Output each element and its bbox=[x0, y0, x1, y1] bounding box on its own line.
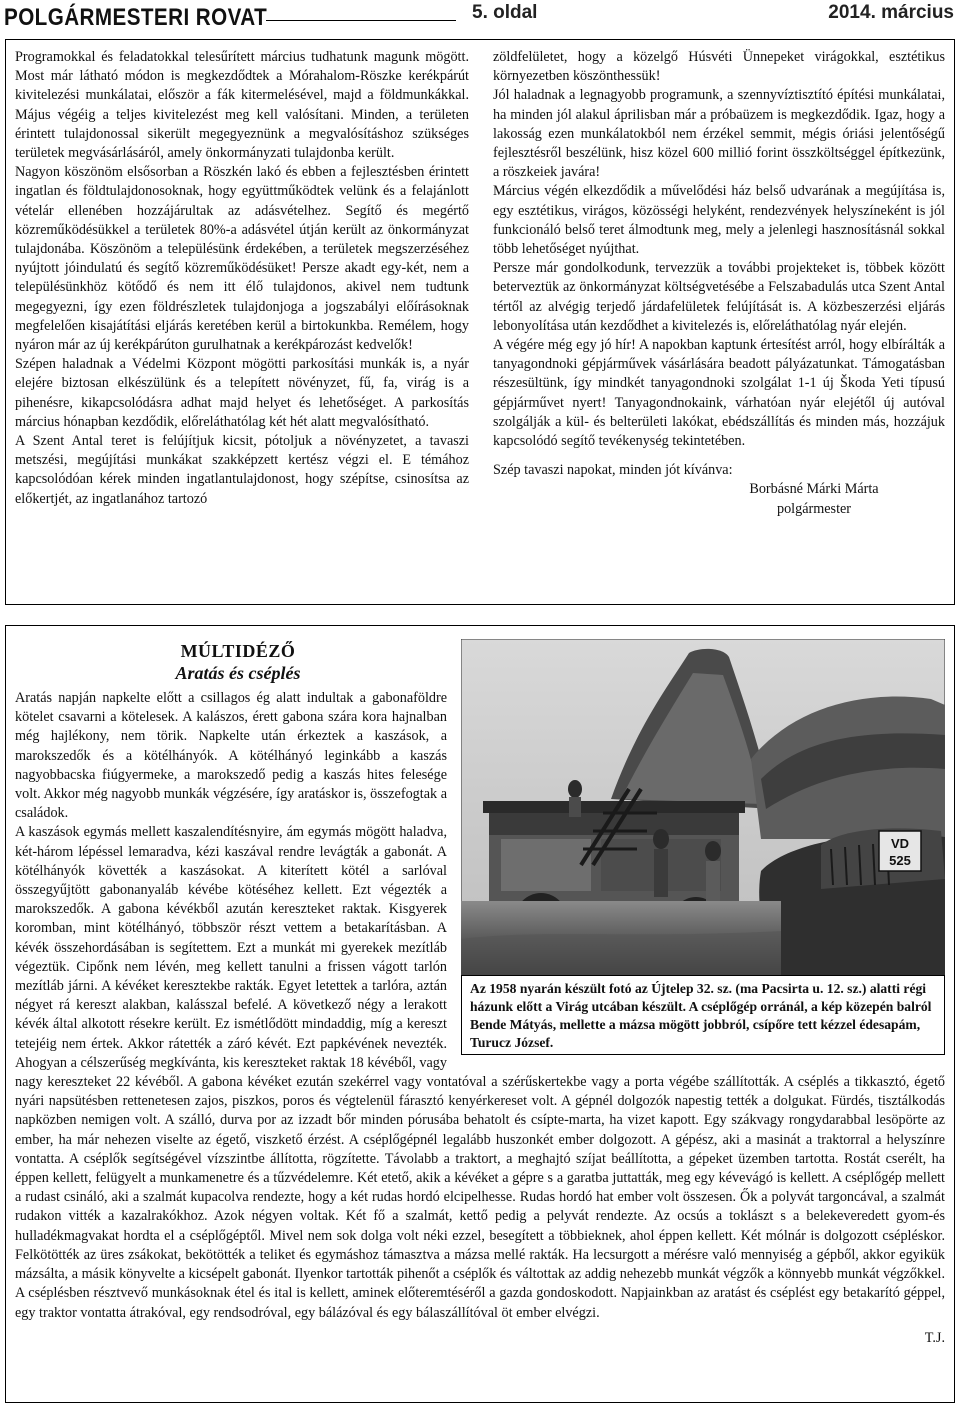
paragraph: Persze már gondolkodunk, tervezzük a további projekteket is, többek között beterveztük az önkormányzat költségvetésébe a Felszabadulás utca Szent Antal tértől az alvégig terjedő járdafelületek felújítását is. A közbeszerzési eljárás lebonyolítása után kezdődhet a kivitelezés is, előreláthatólag nyár elején. bbox=[493, 260, 945, 334]
signature-block bbox=[493, 461, 945, 519]
left-text-column bbox=[15, 48, 469, 509]
signature-role: polgármester bbox=[776, 500, 852, 517]
column-brand: POLGÁRMESTERI ROVAT bbox=[4, 4, 268, 31]
paragraph: Március végén elkezdődik a művelődési ház belső udvarának a megújítása is, egy esztétikus, virágos, közösségi helyként, rendezvények helyszíneként is jól funkcionáló belső teret álmodtunk meg, mely a jelenlegi hasznosításnál sokkal több lehetőséget nyújthat. bbox=[493, 183, 945, 258]
mayor-column-box bbox=[5, 39, 955, 605]
paragraph: Programokkal és feladatokkal telesűrített március tudhatunk magunk mögött. Most már látható módon is megkezdődtek a Mórahalom-Röszke kerékpárút kivitelezési munkálatai, először a fák kitermelésével, majd a földmunkákkal. Május végéig a teljes kivitelezést meg kell valósítani. Minden, a területen érintett tulajdonossal sikerült megegyeznünk a megvalósításhoz szükséges területek megvásárlásáról, amely önkormányzati tulajdonba került. bbox=[15, 49, 469, 162]
paragraph: A végére még egy jó hír! A napokban kaptunk értesítést arról, hogy elbírálták a tanyagondnoki gépjárművek vásárlására beadott pályázatunkat. Támogatásban részesültünk, így mindkét tanyagondnoki szolgálat 1-1 új Škoda Yeti típusú gépjárművet nyert! Tanyagondnokaink, várhatóan nyár elejétől új autóval szolgálják a kül- és belterületi lakókat, ebédszállítás és minden más, hozzájuk kapcsolódó segítő tevékenység tekintetében. bbox=[493, 337, 945, 450]
plate-line-1: VD bbox=[890, 836, 910, 851]
paragraph: A kaszások egymás mellett kaszalendítésnyire, ám egymás mögött haladva, két-három lépéssel lemaradva, kézi kaszával rendre levágták a gabonát. A kötélhányók követték a kaszásokat. A kiterített kötél a sarlóval összegyűjtött gabonanyaláb kévébe kötéséhez kellett. Ezt végezték a marokszedők. A gabona kévékből azután kereszteket raktak. Kisgyerek koromban, mint kötélhányó, többször részt vettem a betakarításban. A kévék összehordásában is segítettem. Ezt a munkát mi gyerekek mezítláb végeztük. Cipőnk nem lévén, meg kellett tanulni a frissen vágott tarlón mezítláb járni. A kévéket keresztekbe rakták. Egyet letettek a tarlóra, aztán négyet rá kereszt alakban, kalásszal befelé. A következő négy a lerakott kévék által alkotott résekre került. Ez ismétlődött mindaddig, míg a kereszt tetejéig nem értek. Akkor rátették a záró kévét. Ezt papkévének nevezték. Ahogyan a célszerűség megkívánta, kis kereszteket raktak 18 kévéből, vagy nagy kereszteket 22 kévéből. A gabona kévéket ezután szekérrel vagy vontatóval a szérűskertekbe vagy a porta végébe szállították. A cséplés a tikkasztó, égető nyári napsütésben rettenetesen zajos, piszkos, poros és végtelenül fárasztó kenyérkereset volt. A gépnél dolgozók napestig tették a dolgukat. Fürdés, tisztálkodás napközben nemigen volt. A szálló, durva por az izzadt bőr minden pórusába behatolt és csípte-marta, ha vizet kapott. Egy szákvagy rongydarabbal lesöpörte az ember, ha már nehezen viselte az égető, viszkető érzést. A cséplőgépnél legalább huszonkét ember dolgozott. A gépész, aki a masinát a traktorral a helyszínre vontatta. A cséplők segítségével vízszintbe állította, rögzítette. Távolabb a traktort, a meghajtó szíjat beállította, a gépeket üzemben tartotta. Rostát cserélt, ha éppen kellett, felügyelt a munkamenetre és a tűzvédelemre. Két etető, akik a kévéket a gépre s a garatba juttatták, meg egy kévevágó is kellett. A cséplőgép mellett a rudast csináló, aki a szalmát kupacolva rendezte, hogy a két rudas hordó elcipelhesse. Rudas hordó hat ember volt összesen. Ők a polyvát targoncával, a szalmát rudakon vitték a kazalrakókhoz. Azok négyen voltak. Két fő a szalmát, kettő pedig a pelyvát rendezte. Az ocsús a toklászt s a belekeveredett gyom-és hulladékmagvakat hordta el a cséplőgéptől. Mivel nem sok dolga volt néki ezzel, besegített a többieknek, ahol éppen kellett. Két mólnár is dolgozott csépléskor. Felkötötték az üres zsákokat, bekötötték a teliket és egymáshoz támasztva a mázsa mellé rakták. Ha lecsurgott a mérésre való mennyiség a gépből, akkor egyikük mázsálta, a másik könyvelte a kicsépelt gabonát. Ilyenkor tartották pihenőt a cséplők és váltottak az addig nehezebb munkát végzők a könnyebb munkát végzőkkel. A cséplésben résztvevő munkásoknak étel és ital is kellett, aminek előteremtéséről a gazda gondoskodott. Napjainkban az aratást és cséplést egy betakarító géppel, egy traktor vontatta átrakóval, egy rendsodróval, egy bálázóval és egy bálaszállítóval öt ember elvégzi. bbox=[15, 824, 945, 1321]
photo-block bbox=[461, 639, 945, 1058]
paragraph: zöldfelületet, hogy a közelgő Húsvéti Ünnepeket virágokkal, esztétikus környezetben köszönthessük! bbox=[493, 49, 945, 85]
signature-name: Borbásné Márki Márta bbox=[749, 481, 879, 498]
paragraph: A Szent Antal teret is felújítjuk kicsit, pótoljuk a növényzetet, a tavaszi metszési, megújítási munkákat szakképzett kertész végzi el. E témához kapcsolódóan kérek minden ingatlantulajdonost, hogy szépítse, csinosítsa az előkertjét, az ingatlanához tartozó bbox=[15, 433, 469, 507]
issue-date: 2014. március bbox=[828, 2, 954, 23]
article-title-block bbox=[15, 640, 461, 684]
multidezo-box bbox=[5, 625, 955, 1403]
paragraph: Aratás napján napkelte előtt a csillagos ég alatt indultak a gabonaföldre kötelet csavarni a kötelesek. A kalászos, érett gabona szára kora hajnalban még hajlékony, nem törik. Napkelte után érkeztek a kaszások, a marokszedők és a kötélhányók. A kötélhányó leginkább a kaszás nagyobbacska fiúgyermeke, a marokszedő pedig a kaszás hites felesége volt. Akkor még nagyobb munkák végzésére, így aratáskor is, összefogtak a családok. bbox=[15, 690, 447, 822]
signature-greeting: Szép tavaszi napokat, minden jót kívánva: bbox=[493, 462, 733, 479]
right-text-column bbox=[493, 48, 945, 519]
paragraph: Szépen haladnak a Védelmi Központ mögötti parkosítási munkák is, a nyár elejére biztosan elkészülünk és a telepített növényzet, fű, fa, virág is a pihenésre, kikapcsolódásra adhat majd helyet és lehetőséget. A parkosítás március hónapban kezdődik, előreláthatólag két hét alatt megvalósítható. bbox=[15, 356, 469, 430]
author-initials: T.J. bbox=[924, 1329, 945, 1346]
article-body bbox=[15, 689, 945, 1348]
page-header bbox=[4, 0, 956, 36]
historic-threshing-photo bbox=[461, 639, 945, 975]
page-number: 5. oldal bbox=[472, 2, 538, 23]
photo-caption: Az 1958 nyarán készült fotó az Újtelep 32. sz. (ma Pacsirta u. 12. sz.) alatti régi házunk előtt a Virág utcában készült. A cséplőgép orránál, a kép közepén balról Bende Mátyás, mellette a mázsa mögött jobbról, csípőre tett kézzel édesapám, Turucz József. bbox=[461, 975, 945, 1055]
article-title: MÚLTIDÉZŐ bbox=[180, 641, 296, 661]
paragraph: Nagyon köszönöm elsősorban a Röszkén lakó és ebben a fejlesztésben érintett ingatlan és földtulajdonosoknak, hogy együttműködtek velünk és a felajánlott vételár ellenében hozzájárultak az adásvételhez. Segítő és megértő közreműködésükkel a területek 80%-a adásvétel útján került az önkormányzat tulajdonába. Köszönöm a településünk érdekében, a területek megszerzéséhez nyújtott jóindulatú és segítő közreműködésüket! Persze akadt egy-két, nem a településünkhöz kötődő és nem itt élő tulajdonos, akivel nem tudtunk megegyezni, így ezen földrészletek tulajdonjoga a jogszabályi előírásoknak megfelelően kisajátítási eljárás keretében kerül a birtokunkba. Remélem, hogy nyáron már az új kerékpárúton gurulhatnak a kerékpározást kedvelők! bbox=[15, 164, 469, 354]
article-subtitle: Aratás és cséplés bbox=[175, 663, 301, 683]
paragraph: Jól haladnak a legnagyobb programunk, a szennyvíztisztító építési munkálatai, ha minden jól alakul áprilisban már a próbaüzem is megkezdődik. Igaz, hogy a lakosság ezen munkálatokból nem érzékel semmit, mégis óriási jelentőségű fejlesztésről beszélünk, hisz közel 600 millió forint összköltséggel építkezünk, a röszkeiek javára! bbox=[493, 87, 945, 181]
header-rule bbox=[266, 20, 456, 21]
plate-line-2: 525 bbox=[889, 853, 911, 868]
